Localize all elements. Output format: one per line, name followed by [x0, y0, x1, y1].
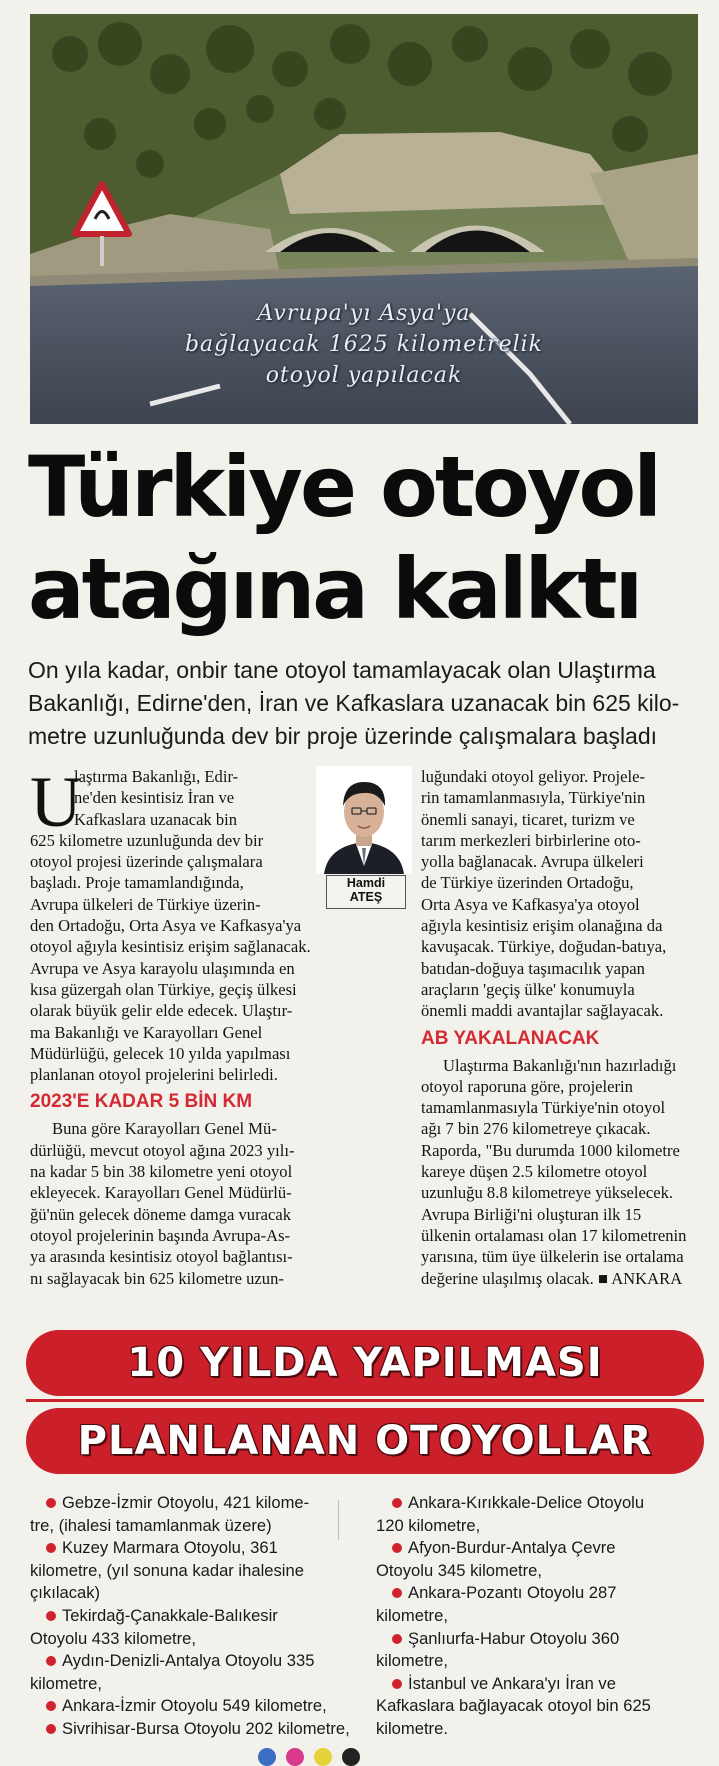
list-item [376, 1628, 702, 1673]
banner-line-2: PLANLANAN OTOYOLLAR [26, 1408, 704, 1474]
list-item [376, 1673, 702, 1741]
list-item-line: Afyon-Burdur-Antalya Çevre [408, 1538, 616, 1558]
list-item-line: Ankara-Kırıkkale-Delice Otoyolu [408, 1493, 645, 1512]
highway-list-left [30, 1492, 350, 1741]
article-line: önemli sanayi, ticaret, turizm ve [421, 809, 635, 829]
list-item-line: Kuzey Marmara Otoyolu, 361 [62, 1538, 278, 1558]
article-line: dürlüğü, mevcut otoyol ağına 2023 yılı- [30, 1140, 295, 1160]
print-mark-yellow [314, 1748, 332, 1766]
headline [28, 436, 708, 640]
list-item-line: Ankara-Pozantı Otoyolu 287 [408, 1583, 617, 1603]
photo-caption-line: otoyol yapılacak [265, 363, 463, 388]
print-mark-magenta [286, 1748, 304, 1766]
photo-caption-line: Avrupa'yı Asya'ya [257, 301, 471, 326]
bullet-icon [392, 1634, 402, 1644]
article-line: Müdürlüğü, gelecek 10 yılda yapılması [30, 1043, 291, 1063]
bullet-icon [46, 1611, 56, 1621]
banner-divider [26, 1399, 704, 1402]
list-item [376, 1582, 702, 1627]
list-item-line: Otoyolu 345 kilometre, [376, 1560, 543, 1580]
list-item [30, 1718, 350, 1741]
article-line: otoyol raporuna göre, projelerin [421, 1076, 633, 1096]
article-line: luğundaki otoyol geliyor. Projele- [421, 767, 645, 786]
print-mark-black [342, 1748, 360, 1766]
article-line: Avrupa Birliği'ni oluşturan ilk 15 [421, 1204, 642, 1224]
list-item-line: Ankara-İzmir Otoyolu 549 kilometre, [62, 1696, 327, 1716]
article-line: Raporda, "Bu durumda 1000 kilometre [421, 1140, 680, 1160]
drop-cap: U [30, 762, 82, 842]
article-line: kareye düşen 2.5 kilometre otoyol [421, 1162, 648, 1182]
list-item [30, 1492, 350, 1537]
list-item [376, 1492, 702, 1537]
bullet-icon [392, 1498, 402, 1508]
list-item-line: kilometre, [30, 1673, 102, 1693]
list-item [30, 1605, 350, 1650]
banner-line-1: 10 YILDA YAPILMASI [26, 1330, 704, 1396]
print-color-marks [258, 1748, 398, 1760]
article-line: de Türkiye üzerinden Ortadoğu, [421, 873, 634, 893]
subhead-ab: AB YAKALANACAK [421, 1027, 600, 1049]
deck-line: Bakanlığı, Edirne'den, İran ve Kafkaslara uzanacak bin 625 kilo- [28, 690, 680, 716]
article-line: Ulaştırma Bakanlığı'nın hazırladığı [443, 1055, 677, 1075]
list-item-line: kilometre, (yıl sonuna kadar ihalesine [30, 1560, 304, 1580]
bullet-icon [392, 1679, 402, 1689]
article-right-column [421, 766, 703, 1289]
list-item [30, 1537, 350, 1605]
list-item-line: Aydın-Denizli-Antalya Otoyolu 335 [62, 1651, 315, 1671]
article-line: otoyol projesi üzerinde çalışmalara [30, 852, 263, 872]
article-line: ne'den kesintisiz İran ve [74, 788, 235, 808]
list-item-line: Tekirdağ-Çanakkale-Balıkesir [62, 1605, 278, 1625]
article-line: kısa güzergah olan Türkiye, geçiş ülkesi [30, 979, 297, 999]
list-item-line: 120 kilometre, [376, 1515, 481, 1535]
list-item [30, 1695, 350, 1718]
deck-line: On yıla kadar, onbir tane otoyol tamamlayacak olan Ulaştırma [28, 657, 656, 683]
list-item-line: kilometre. [376, 1718, 448, 1738]
photo-caption-line: bağlayacak 1625 kilometrelik [184, 332, 544, 357]
subtitle-deck [28, 654, 700, 753]
article-line: na kadar 5 bin 38 kilometre yeni otoyol [30, 1162, 293, 1182]
headline-line: Türkiye otoyol [28, 438, 659, 536]
article-line: rin tamamlanmasıyla, Türkiye'nin [421, 788, 646, 808]
article-left-column [30, 762, 352, 1289]
list-item-line: Şanlıurfa-Habur Otoyolu 360 [408, 1628, 620, 1648]
article-line: önemli maddi avantajlar sağlayacak. [421, 1001, 664, 1021]
article-line: başladı. Proje tamamlandığında, [30, 873, 244, 893]
article-line: araçların 'geçiş ülke' konumuyla [421, 979, 635, 999]
article-line: tamamlanmasıyla Türkiye'nin otoyol [421, 1098, 666, 1118]
author-last-name: ATEŞ [349, 890, 383, 904]
list-item-line: tre, (ihalesi tamamlanmak üzere) [30, 1515, 272, 1535]
author-box [316, 766, 412, 906]
list-item-line: Sivrihisar-Bursa Otoyolu 202 kilometre, [62, 1718, 350, 1738]
list-column-divider [338, 1500, 339, 1540]
deck-line: metre uzunluğunda dev bir proje üzerinde çalışmalara başladı [28, 723, 658, 749]
article-line: ağıyla kesintisiz erişim olanağına da [421, 916, 663, 936]
author-photo [316, 766, 412, 874]
article-line: batıdan-doğuya taşımacılık yapan [421, 958, 645, 978]
subhead-2023: 2023'E KADAR 5 BİN KM [30, 1091, 253, 1113]
article-line: uzunluğu 8.8 kilometreye yükselecek. [421, 1183, 674, 1203]
article-line: tarım merkezleri birbirlerine oto- [421, 830, 641, 850]
article-line: Avrupa ülkeleri de Türkiye üzerin- [30, 894, 261, 914]
list-item [30, 1650, 350, 1695]
article-line: otoyol projelerinin başında Avrupa-As- [30, 1225, 291, 1245]
author-portrait [316, 766, 412, 874]
article-line: ekleyecek. Karayolları Genel Müdürlü- [30, 1183, 292, 1203]
article-line: laştırma Bakanlığı, Edir- [74, 767, 239, 786]
list-item-line: Otoyolu 433 kilometre, [30, 1628, 197, 1648]
list-item-line: Gebze-İzmir Otoyolu, 421 kilome- [62, 1493, 310, 1512]
list-item-line: çıkılacak) [30, 1583, 101, 1603]
list-item-line: kilometre, [376, 1605, 448, 1625]
article-line: Buna göre Karayolları Genel Mü- [52, 1119, 277, 1139]
article-line: yolla bağlanacak. Avrupa ülkeleri [421, 852, 644, 872]
article-line: ya arasında kesintisiz otoyol bağlantısı- [30, 1247, 293, 1267]
author-first-name: Hamdi [346, 876, 386, 890]
highway-list-right [376, 1492, 702, 1741]
article-line: Kafkaslara uzanacak bin [74, 809, 238, 829]
list-item-line: kilometre, [376, 1651, 448, 1671]
headline-line: atağına kalktı [28, 540, 641, 638]
article-line: nı sağlayacak bin 625 kilometre uzun- [30, 1268, 284, 1288]
article-line: planlanan otoyol projelerini belirledi. [30, 1065, 278, 1085]
article-line: yarısına, tüm üye ülkelerin ise ortalama [421, 1247, 684, 1267]
author-name [326, 875, 406, 909]
article-line: ülkenin ortalaması olan 17 kilometrenin [421, 1225, 687, 1245]
article-line: olarak büyük gelir elde edecek. Ulaştır- [30, 1001, 293, 1021]
bullet-icon [46, 1724, 56, 1734]
article-line: ağı 7 bin 276 kilometreye çıkacak. [421, 1119, 651, 1139]
article-line: otoyol ağıyla kesintisiz erişim sağlanacak. [30, 937, 311, 957]
list-item-line: Kafkaslara bağlayacak otoyol bin 625 [376, 1696, 651, 1716]
article-line: kavuşacak. Türkiye, doğudan-batıya, [421, 937, 667, 957]
photo-caption [30, 298, 698, 391]
article-line: ğü'nün gelecek döneme damga vuracak [30, 1204, 292, 1224]
article-line: Orta Asya ve Kafkasya'ya otoyol [421, 894, 640, 914]
list-item [376, 1537, 702, 1582]
article-line: 625 kilometre uzunluğunda dev bir [30, 830, 264, 850]
article-line: değerine ulaşılmış olacak. ■ ANKARA [421, 1268, 683, 1288]
bullet-icon [46, 1498, 56, 1508]
article-line: den Ortadoğu, Orta Asya ve Kafkasya'ya [30, 916, 302, 936]
print-mark-blue [258, 1748, 276, 1766]
tunnel-highway-photo [30, 14, 698, 424]
list-item-line: İstanbul ve Ankara'yı İran ve [408, 1673, 616, 1693]
article-line: ma Bakanlığı ve Karayolları Genel [30, 1022, 263, 1042]
article-line: Avrupa ve Asya karayolu ulaşımında en [30, 958, 295, 978]
